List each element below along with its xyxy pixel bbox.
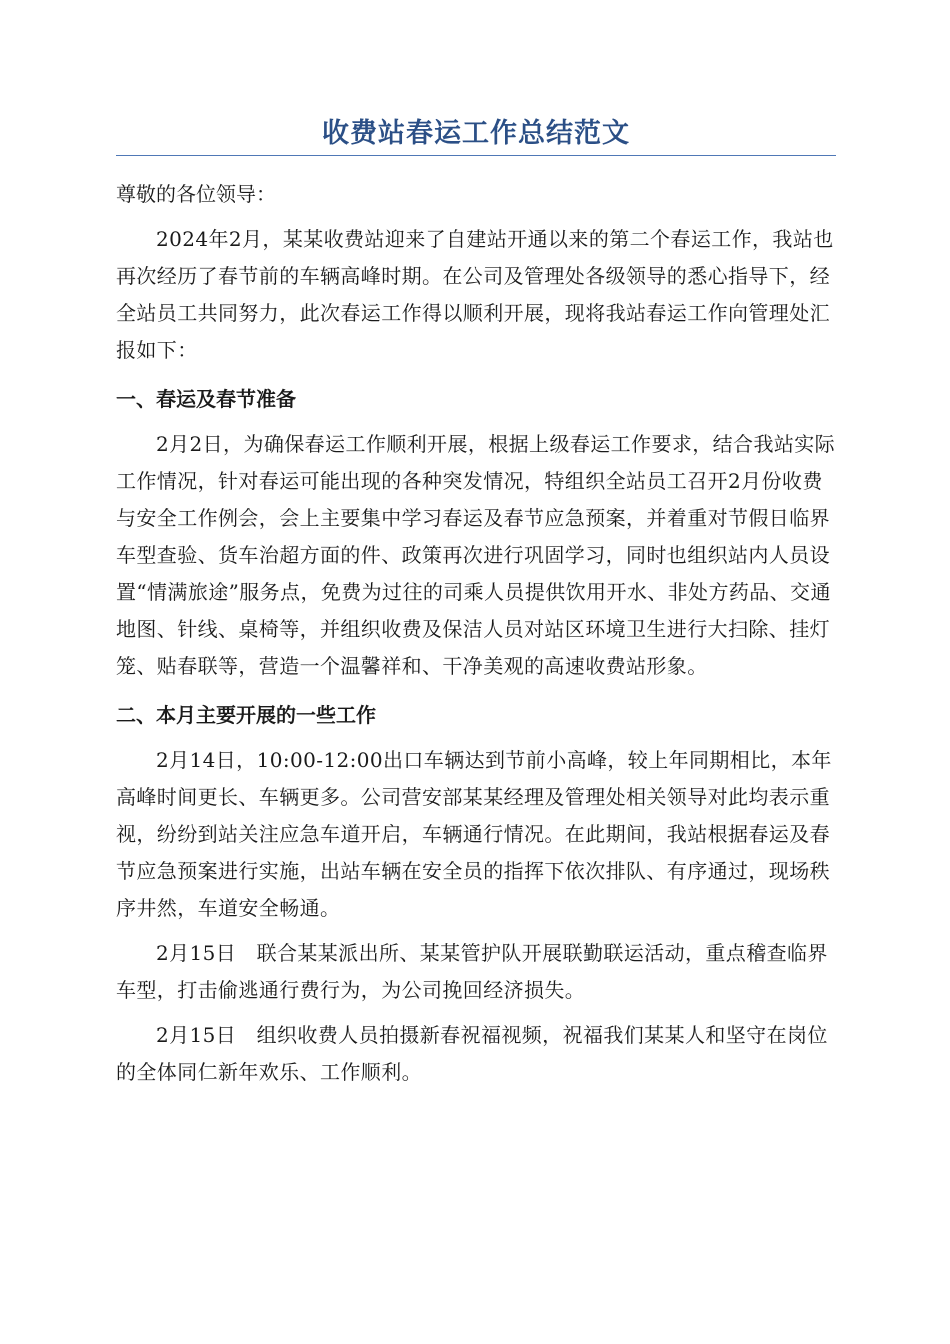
section-paragraph: 2月2日，为确保春运工作顺利开展，根据上级春运工作要求，结合我站实际工作情况，针对春运可能出现的各种突发情况，特组织全站员工召开2月份收费与安全工作例会，会上主要集中学习春运及春节应急预案，并着重对节假日临界车型查验、货车治超方面的件、政策再次进行巩固学习，同时也组织站内人员设置“情满旅途”服务点，免费为过往的司乘人员提供饮用开水、非处方药品、交通地图、针线、桌椅等，并组织收费及保洁人员对站区环境卫生进行大扫除、挂灯笼、贴春联等，营造一个温馨祥和、干净美观的高速收费站形象。 xyxy=(116,432,836,678)
title-underline xyxy=(116,155,836,156)
section-paragraph: 2月15日 联合某某派出所、某某管护队开展联勤联运活动，重点稽查临界车型，打击偷逃通行费行为，为公司挽回经济损失。 xyxy=(116,941,828,1002)
section-heading-preparation: 一、春运及春节准备 xyxy=(116,387,296,411)
section-paragraph: 2月14日，10:00-12:00出口车辆达到节前小高峰，较上年同期相比，本年高峰时间更长、车辆更多。公司营安部某某经理及管理处相关领导对此均表示重视，纷纷到站关注应急车道开启，车辆通行情况。在此期间，我站根据春运及春节应急预案进行实施，出站车辆在安全员的指挥下依次排队、有序通过，现场秩序井然，车道安全畅通。 xyxy=(116,748,832,920)
salutation: 尊敬的各位领导： xyxy=(116,182,276,206)
intro-paragraph: 2024年2月，某某收费站迎来了自建站开通以来的第二个春运工作，我站也再次经历了春节前的车辆高峰时期。在公司及管理处各级领导的悉心指导下，经全站员工共同努力，此次春运工作得以顺利开展，现将我站春运工作向管理处汇报如下： xyxy=(116,227,834,362)
document-page xyxy=(116,0,836,1091)
section-paragraph: 2月15日 组织收费人员拍摄新春祝福视频，祝福我们某某人和坚守在岗位的全体同仁新年欢乐、工作顺利。 xyxy=(116,1023,828,1084)
document-title: 收费站春运工作总结范文 xyxy=(322,118,630,149)
section-heading-main-work: 二、本月主要开展的一些工作 xyxy=(116,703,376,727)
